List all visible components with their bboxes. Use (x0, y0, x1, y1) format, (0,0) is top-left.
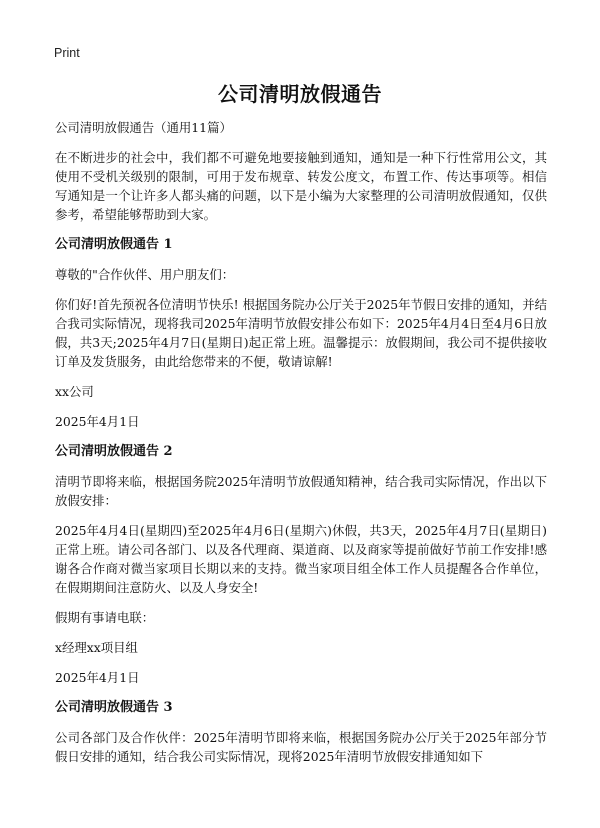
section-heading: 公司清明放假通告 3 (55, 700, 173, 715)
section-heading: 公司清明放假通告 1 (55, 237, 173, 252)
intro-paragraph: 在不断进步的社会中，我们都不可避免地要接触到通知，通知是一种下行性常用公文，其使用不受机关级别的限制，可用于发布规章、转发公度文，布置工作、传达事项等。相信写通知是一个让许多人都头痛的问题，以下是小编为大家整理的公司清明放假通知，仅供参考，希望能够帮助到大家。 (55, 150, 547, 222)
section-heading: 公司清明放假通告 2 (55, 444, 173, 459)
signature: xx公司 (55, 384, 94, 399)
salutation: 尊敬的"合作伙伴、用户朋友们： (55, 267, 235, 282)
body-paragraph: 你们好!首先预祝各位清明节快乐! 根据国务院办公厅关于2025年节假日安排的通知，并结合我司实际情况，现将我司2025年清明节放假安排公布如下：2025年4月4日至4月6日放假，共3天;2025年4月7日(星期日)起正常上班。温馨提示：放假期间，我公司不提供接收订单及发货服务，由此给您带来的不便，敬请谅解! (55, 297, 547, 369)
contact-line: 假期有事请电联： (55, 610, 155, 625)
body-paragraph: 2025年4月4日(星期四)至2025年4月6日(星期六)休假，共3天，2025年4月7日(星期日)正常上班。请公司各部门、以及各代理商、渠道商、以及商家等提前做好节前工作安排!感谢各合作商对微当家项目长期以来的支持。微当家项目组全体工作人员提醒各合作单位，在假期期间注意防火、以及人身安全! (55, 523, 547, 595)
document-subtitle: 公司清明放假通告（通用11篇） (55, 120, 232, 135)
page-title: 公司清明放假通告 (218, 82, 382, 106)
body-paragraph: 公司各部门及合作伙伴：2025年清明节即将来临，根据国务院办公厅关于2025年部分节假日安排的通知，结合我公司实际情况，现将2025年清明节放假安排通知如下 (55, 730, 547, 764)
signature: x经理xx项目组 (55, 640, 138, 655)
body-paragraph: 清明节即将来临，根据国务院2025年清明节放假通知精神，结合我司实际情况，作出以下放假安排： (55, 474, 547, 508)
date: 2025年4月1日 (55, 670, 140, 685)
print-link[interactable]: Print (54, 46, 80, 60)
document-body (55, 118, 547, 777)
date: 2025年4月1日 (55, 414, 140, 429)
